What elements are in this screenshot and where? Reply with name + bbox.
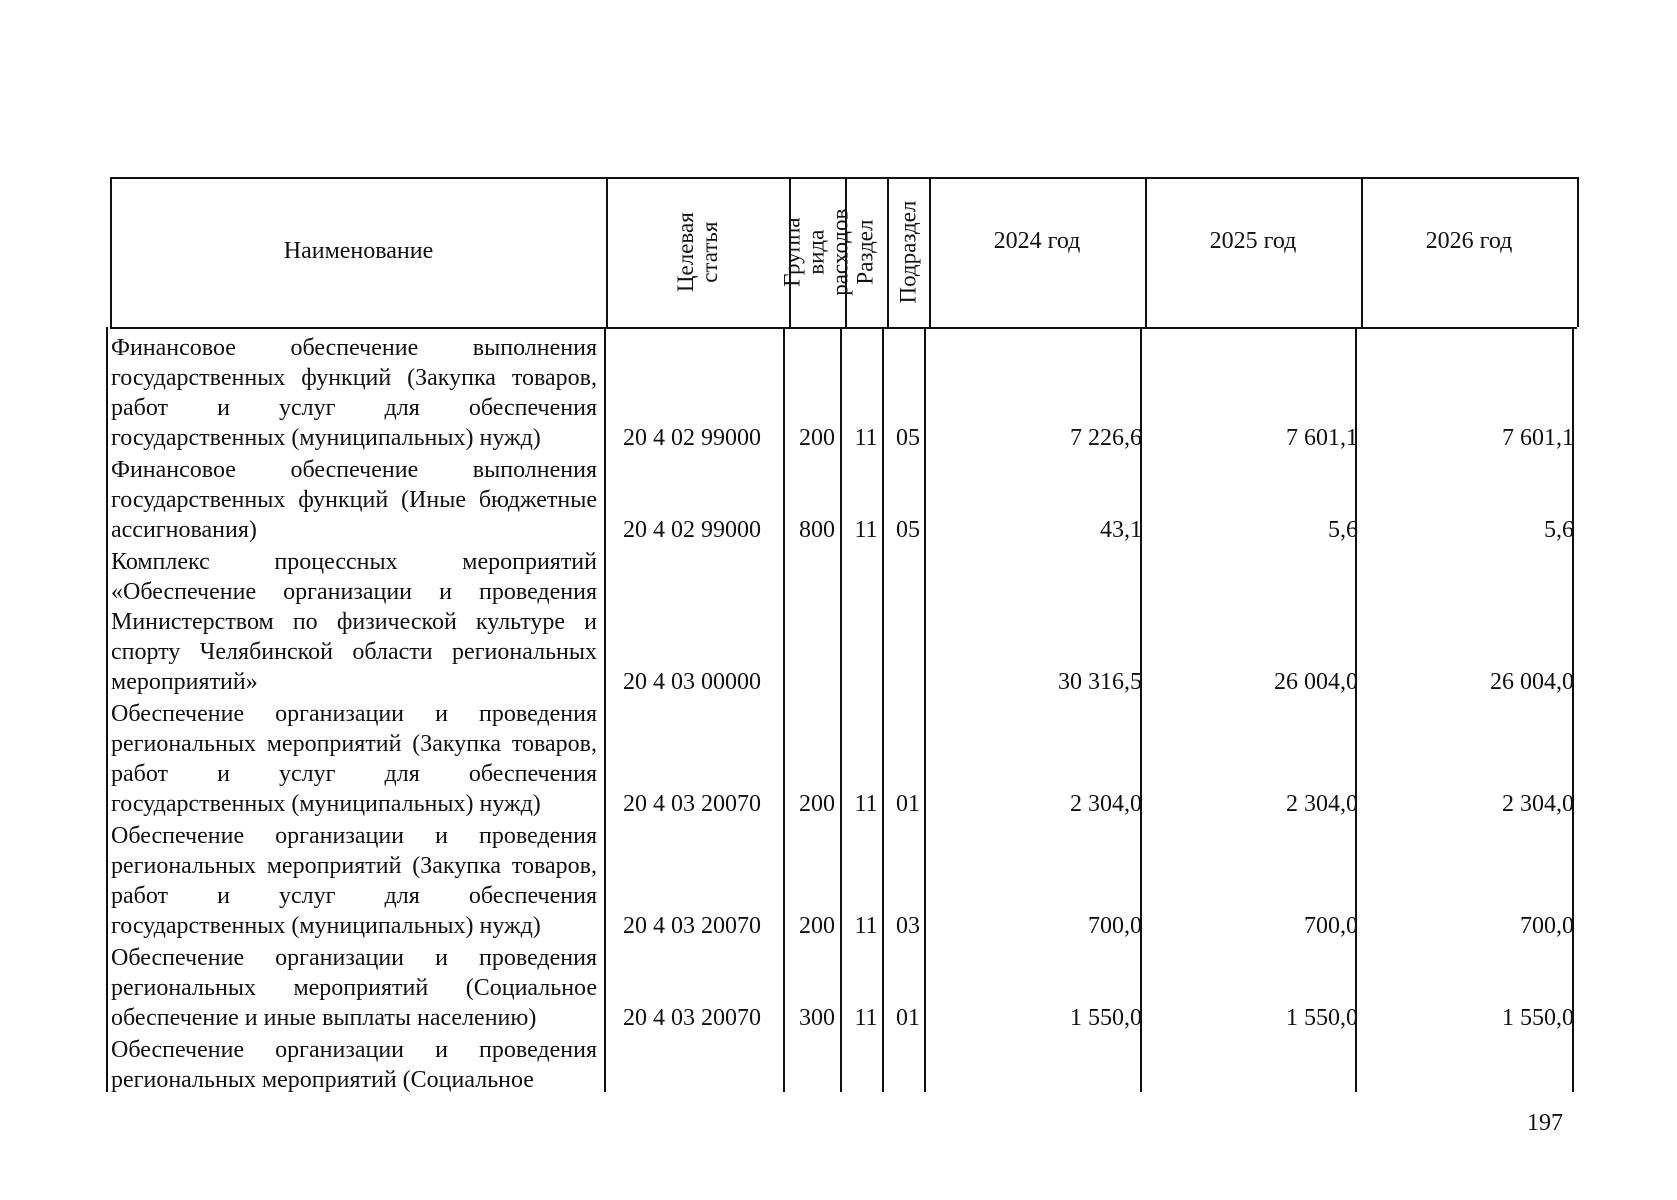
header-section: Раздел: [852, 219, 878, 285]
section-cell: 11: [854, 425, 878, 451]
header-expense-group: Группа вида расходов: [779, 208, 854, 296]
section-cell: 11: [854, 913, 878, 939]
value-2026-cell: 26 004,0: [1490, 669, 1574, 695]
subsection-cell: 01: [896, 1005, 920, 1031]
value-2026-cell: 700,0: [1520, 913, 1574, 939]
value-2025-cell: 1 550,0: [1286, 1005, 1358, 1031]
value-2024-cell: 700,0: [1088, 913, 1142, 939]
subsection-cell: 05: [896, 517, 920, 543]
header-2026: 2026 год: [1425, 228, 1513, 255]
header-subsection: Подраздел: [894, 200, 920, 304]
value-2024-cell: 30 316,5: [1058, 669, 1142, 695]
value-2024-cell: 7 226,6: [1070, 425, 1142, 451]
row-name: Финансовое обеспечение выполнения государственных функций (Закупка товаров, работ и услуг для обеспечения государственных (муниципальных) нужд): [111, 335, 597, 451]
row-name: Финансовое обеспечение выполнения государственных функций (Иные бюджетные ассигнования): [111, 457, 597, 543]
target-article-cell: 20 4 02 99000: [623, 425, 761, 451]
header-bottom-border: [110, 327, 1577, 329]
target-article-cell: 20 4 03 20070: [623, 791, 761, 817]
header-target-article: Целевая статья: [672, 212, 722, 292]
value-2024-cell: 43,1: [1100, 517, 1142, 543]
row-name: Обеспечение организации и проведения региональных мероприятий (Социальное: [111, 1037, 597, 1093]
header-name: Наименование: [283, 238, 434, 265]
body-column-divider: [783, 327, 785, 1092]
row-name: Обеспечение организации и проведения региональных мероприятий (Социальное обеспечение и иные выплаты населению): [111, 945, 597, 1031]
section-cell: 11: [854, 1005, 878, 1031]
header-column-divider: [1577, 177, 1579, 327]
expense-group-cell: 200: [799, 425, 835, 451]
value-2026-cell: 7 601,1: [1502, 425, 1574, 451]
value-2024-cell: 1 550,0: [1070, 1005, 1142, 1031]
subsection-cell: 05: [896, 425, 920, 451]
row-name: Комплекс процессных мероприятий «Обеспечение организации и проведения Министерством по физической культуре и спорту Челябинской области региональных мероприятий»: [111, 549, 597, 695]
page-number: 197: [1527, 1110, 1563, 1136]
body-column-divider: [106, 327, 108, 1092]
expense-group-cell: 800: [799, 517, 835, 543]
header-2024: 2024 год: [993, 228, 1081, 255]
value-2025-cell: 7 601,1: [1286, 425, 1358, 451]
value-2024-cell: 2 304,0: [1070, 791, 1142, 817]
target-article-cell: 20 4 03 20070: [623, 1005, 761, 1031]
subsection-cell: 01: [896, 791, 920, 817]
row-name: Обеспечение организации и проведения региональных мероприятий (Закупка товаров, работ и услуг для обеспечения государственных (муниципальных) нужд): [111, 701, 597, 817]
body-column-divider: [604, 327, 606, 1092]
expense-group-cell: 200: [799, 791, 835, 817]
value-2025-cell: 26 004,0: [1274, 669, 1358, 695]
value-2026-cell: 1 550,0: [1502, 1005, 1574, 1031]
row-name: Обеспечение организации и проведения региональных мероприятий (Закупка товаров, работ и услуг для обеспечения государственных (муниципальных) нужд): [111, 823, 597, 939]
expense-group-cell: 300: [799, 1005, 835, 1031]
expense-group-cell: 200: [799, 913, 835, 939]
target-article-cell: 20 4 03 00000: [623, 669, 761, 695]
value-2025-cell: 2 304,0: [1286, 791, 1358, 817]
value-2026-cell: 5,6: [1544, 517, 1574, 543]
target-article-cell: 20 4 02 99000: [623, 517, 761, 543]
target-article-cell: 20 4 03 20070: [623, 913, 761, 939]
value-2025-cell: 5,6: [1328, 517, 1358, 543]
value-2025-cell: 700,0: [1304, 913, 1358, 939]
section-cell: 11: [854, 791, 878, 817]
subsection-cell: 03: [896, 913, 920, 939]
header-2025: 2025 год: [1209, 228, 1297, 255]
section-cell: 11: [854, 517, 878, 543]
value-2026-cell: 2 304,0: [1502, 791, 1574, 817]
